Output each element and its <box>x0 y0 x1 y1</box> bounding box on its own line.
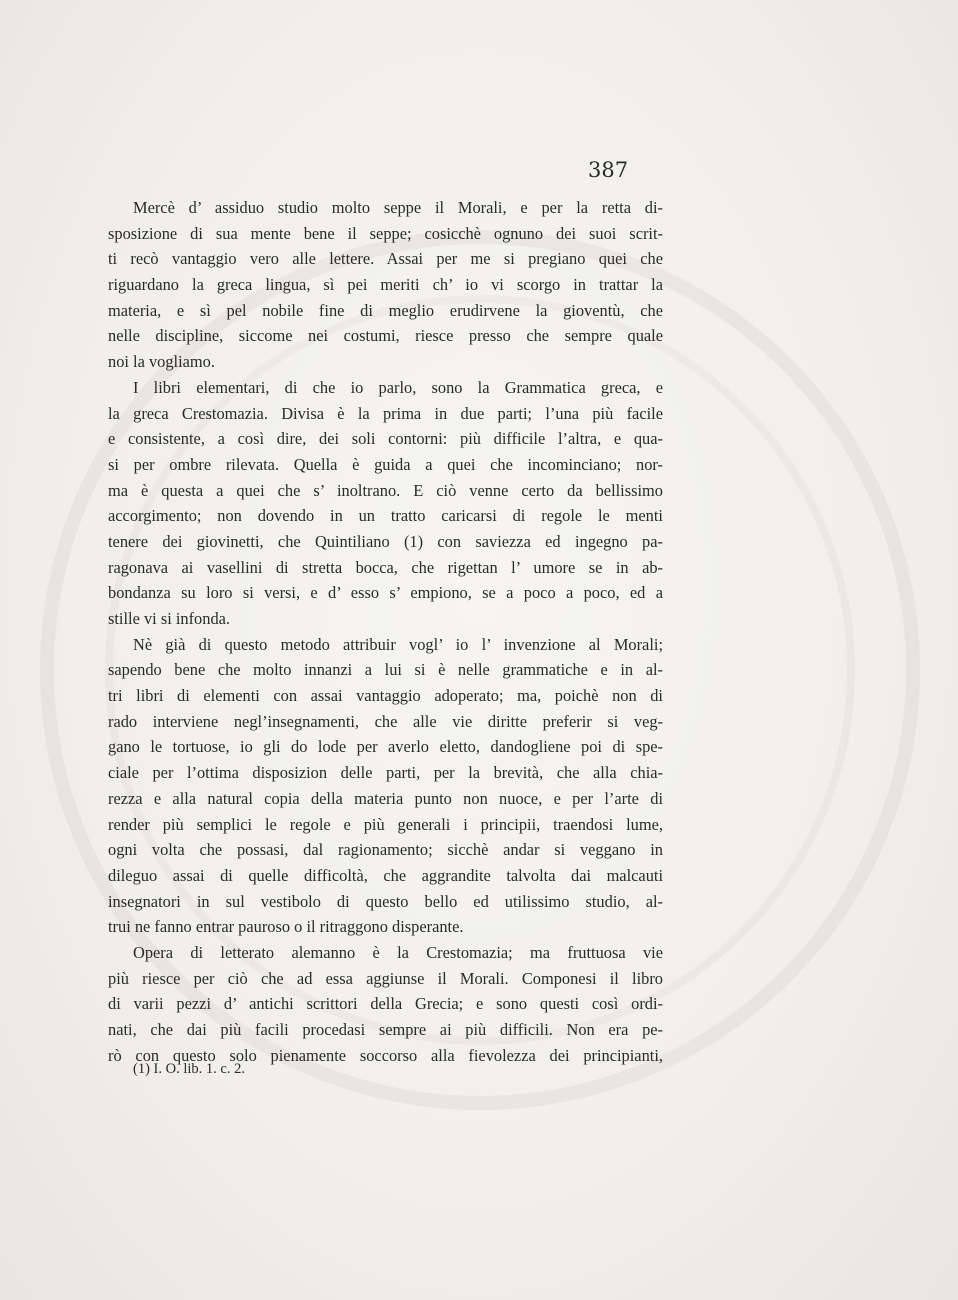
text-line: insegnatori in sul vestibolo di questo bello ed utilissimo studio, al- <box>108 891 663 911</box>
footnote: (1) I. O. lib. 1. c. 2. <box>133 1061 245 1077</box>
text-line: nati, che dai più facili procedasi sempre ai più difficili. Non era pe- <box>108 1020 663 1039</box>
text-line: di varii pezzi d’ antichi scrittori della Grecia; e sono questi così ordi- <box>108 994 663 1014</box>
text-line: Opera di letterato alemanno è la Crestomazia; ma fruttuosa vie <box>133 942 663 962</box>
text-line: riguardano la greca lingua, sì pei meriti ch’ io vi scorgo in trattar la <box>108 275 663 295</box>
text-line: materia, e sì pel nobile fine di meglio erudirvene la gioventù, che <box>108 300 663 320</box>
text-line: nelle discipline, siccome nei costumi, riesce presso che sempre quale <box>108 326 663 346</box>
text-line: noi la vogliamo. <box>108 352 215 372</box>
text-line: Mercè d’ assiduo studio molto seppe il Morali, e per la retta di- <box>133 198 663 217</box>
text-line: ma è questa a quei che s’ inoltrano. E ciò venne certo da bellissimo <box>108 480 663 500</box>
body-text <box>108 195 663 1068</box>
page-number: 387 <box>588 158 629 182</box>
text-line: stille vi si infonda. <box>108 609 231 628</box>
text-line: render più semplici le regole e più generali i principii, traendosi lume, <box>108 814 663 834</box>
text-line: tenere dei giovinetti, che Quintiliano (1) con saviezza ed ingegno pa- <box>108 531 663 551</box>
text-line: la greca Crestomazia. Divisa è la prima in due parti; l’una più facile <box>108 403 663 423</box>
text-line: tri libri di elementi con assai vantaggio adoperato; ma, poichè non di <box>108 686 663 706</box>
text-line: e consistente, a così dire, dei soli contorni: più difficile l’altra, e qua- <box>108 429 663 449</box>
text-line: rò con questo solo pienamente soccorso alla fievolezza dei principianti, <box>108 1045 663 1065</box>
text-line: Nè già di questo metodo attribuir vogl’ io l’ invenzione al Morali; <box>133 634 663 654</box>
text-line: sapendo bene che molto innanzi a lui si è nelle grammatiche e in al- <box>108 660 663 680</box>
text-line: ti recò vantaggio vero alle lettere. Assai per me si pregiano quei che <box>108 249 663 269</box>
text-line: trui ne fanno entrar pauroso o il ritraggono disperante. <box>108 917 464 937</box>
text-line: si per ombre rilevata. Quella è guida a quei che incominciano; nor- <box>108 454 663 474</box>
text-line: ogni volta che possasi, dal ragionamento; sicchè andar si veggano in <box>108 840 663 860</box>
text-line: accorgimento; non dovendo in un tratto caricarsi di regole le menti <box>108 506 663 526</box>
text-line: ragonava ai vasellini di stretta bocca, che rigettan l’ umore se in ab- <box>108 557 663 577</box>
text-line: più riesce per ciò che ad essa aggiunse il Morali. Componesi il libro <box>108 968 663 988</box>
text-line: ciale per l’ottima disposizion delle parti, per la brevità, che alla chia- <box>108 763 663 783</box>
text-line: sposizione di sua mente bene il seppe; cosicchè ognuno dei suoi scrit- <box>108 223 663 243</box>
text-line: I libri elementari, di che io parlo, sono la Grammatica greca, e <box>133 377 663 397</box>
text-line: rado interviene negl’insegnamenti, che alle vie diritte preferir si veg- <box>108 711 663 731</box>
text-line: rezza e alla natural copia della materia punto non nuoce, e per l’arte di <box>108 788 663 808</box>
text-line: gano le tortuose, io gli do lode per averlo eletto, dandogliene poi di spe- <box>108 737 663 757</box>
text-line: dileguo assai di quelle difficoltà, che aggrandite talvolta dai malcauti <box>108 865 663 885</box>
text-line: bondanza su loro si versi, e d’ esso s’ empiono, se a poco a poco, ed a <box>108 583 663 603</box>
